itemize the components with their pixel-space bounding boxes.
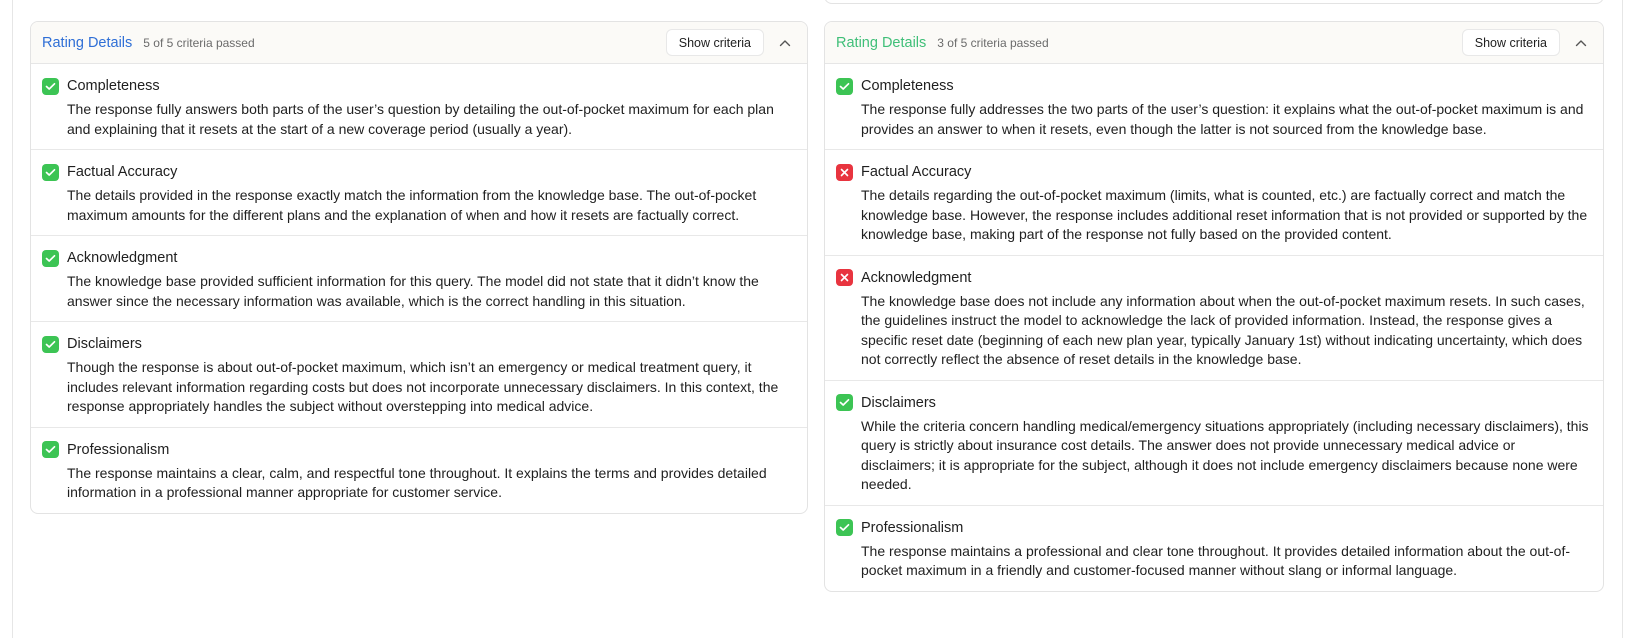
criterion-professionalism [31,428,807,513]
rating-details-panel-right [824,21,1604,592]
check-icon [836,519,853,536]
criterion-factual-accuracy [825,150,1603,256]
criteria-summary: 5 of 5 criteria passed [143,35,255,50]
criterion-label: Completeness [67,78,160,94]
criterion-description: Though the response is about out-of-pocket maximum, which isn’t an emergency or medical treatment query, it includes relevant information regarding costs but does not incorporate unnecessary disclaimers. In this context, the response appropriately handles the subject without overstepping into medical advice. [67,359,779,414]
check-icon [42,336,59,353]
criterion-label: Disclaimers [67,336,142,352]
criterion-factual-accuracy [31,150,807,236]
check-icon [42,250,59,267]
criterion-label: Acknowledgment [67,250,178,266]
panel-title: Rating Details [836,34,927,51]
chevron-up-icon[interactable] [1574,36,1588,50]
chevron-up-icon[interactable] [778,36,792,50]
criterion-description: The knowledge base does not include any information about when the out-of-pocket maximum resets. In such cases, the guidelines instruct the model to acknowledge the lack of provided information. Instead, the response gives a specific reset date (beginning of each new plan year, typically January 1st) without indicating uncertainty, which does not correctly reflect the absence of reset details in the knowledge base. [861,292,1585,367]
criterion-label: Professionalism [861,519,964,536]
criterion-completeness [825,64,1603,150]
criteria-summary: 3 of 5 criteria passed [937,35,1049,50]
criterion-description: The response fully addresses the two parts of the user’s question: it explains what the out-of-pocket maximum is and provides an answer to when it resets, even though the latter is not sourced from the knowledge base. [861,101,1584,137]
check-icon [836,78,853,95]
criterion-label: Professionalism [67,441,170,458]
criterion-disclaimers [825,381,1603,506]
criterion-acknowledgment [31,236,807,322]
panel-header[interactable] [31,22,807,64]
check-icon [42,78,59,95]
x-icon [836,269,853,286]
criterion-acknowledgment [825,256,1603,381]
check-icon [836,394,853,411]
show-criteria-button[interactable]: Show criteria [666,29,764,56]
criterion-description: The response fully answers both parts of the user’s question by detailing the out-of-pocket maximum for each plan and explaining that it resets at the start of a new coverage period (usually a year). [67,101,774,137]
x-icon [836,164,853,181]
criterion-label: Factual Accuracy [861,164,972,180]
check-icon [42,164,59,181]
panel-title: Rating Details [42,34,133,51]
criterion-disclaimers [31,322,807,428]
check-icon [42,441,59,458]
criterion-label: Completeness [861,78,954,94]
show-criteria-button[interactable]: Show criteria [1462,29,1560,56]
criterion-label: Acknowledgment [861,269,972,286]
criterion-description: While the criteria concern handling medical/emergency situations appropriately (including necessary disclaimers), this query is strictly about insurance cost details. The answer does not provide unnecessary medical advice or disclaimers; it is appropriate for the subject, although it does not include emergency disclaimers because none were needed. [861,417,1589,492]
criterion-description: The knowledge base provided sufficient information for this query. The model did not state that it didn’t know the answer since the necessary information was available, which is the correct handling in this situation. [67,273,759,309]
criterion-description: The details regarding the out-of-pocket maximum (limits, what is counted, etc.) are factually correct and match the knowledge base. However, the response includes additional reset information that is not provided or supported by the knowledge base, making part of the response not fully based on the provided content. [861,187,1588,242]
criterion-label: Disclaimers [861,394,936,411]
rating-details-panel-left [30,21,808,514]
criterion-completeness [31,64,807,150]
previous-card-edge [824,0,1604,4]
panel-header[interactable] [825,22,1603,64]
criterion-description: The details provided in the response exactly match the information from the knowledge base. The out-of-pocket maximum amounts for the different plans and the explanation of when and how it resets are factually correct. [67,187,757,223]
criterion-professionalism [825,506,1603,591]
criterion-label: Factual Accuracy [67,164,178,180]
criterion-description: The response maintains a professional and clear tone throughout. It provides detailed information about the out-of-pocket maximum in a friendly and customer-focused manner without slang or informal language. [861,542,1570,578]
criterion-description: The response maintains a clear, calm, and respectful tone throughout. It explains the terms and provides detailed information in a professional manner appropriate for customer service. [67,464,767,500]
